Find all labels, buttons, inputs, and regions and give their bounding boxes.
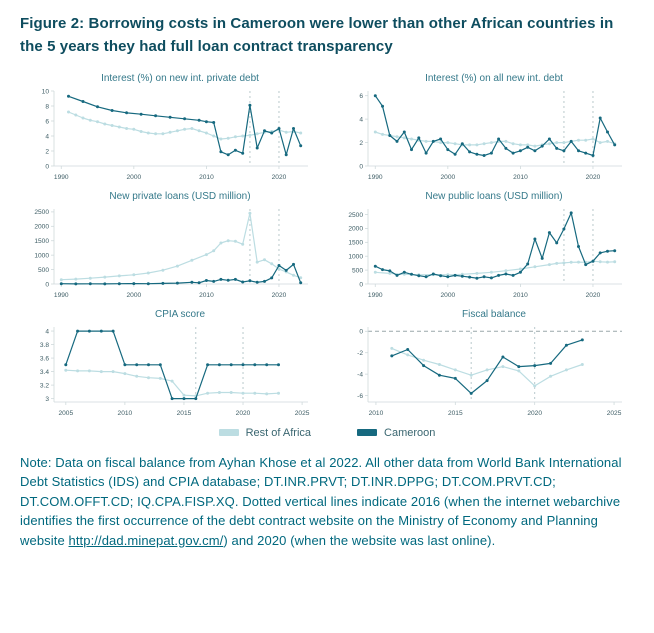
svg-text:2020: 2020 xyxy=(585,291,601,299)
svg-text:2020: 2020 xyxy=(527,409,543,417)
svg-text:4: 4 xyxy=(45,327,49,335)
legend-item xyxy=(219,427,311,439)
svg-text:500: 500 xyxy=(351,266,363,274)
svg-text:2025: 2025 xyxy=(606,409,622,417)
svg-text:1500: 1500 xyxy=(348,239,363,247)
svg-text:2020: 2020 xyxy=(271,173,287,181)
svg-text:1500: 1500 xyxy=(34,237,49,245)
legend-swatch-cameroon xyxy=(357,429,377,436)
figure-title: Figure 2: Borrowing costs in Cameroon were lower than other African countries in the 5 years they had full loan contract transparency xyxy=(20,15,614,56)
svg-text:1990: 1990 xyxy=(53,173,69,181)
svg-text:8: 8 xyxy=(45,102,49,110)
svg-text:2010: 2010 xyxy=(368,409,384,417)
svg-text:0: 0 xyxy=(359,280,363,288)
chart-title: CPIA score xyxy=(154,308,206,320)
chart-title: Interest (%) on all new int. debt xyxy=(425,72,563,84)
chart-title: Interest (%) on new int. private debt xyxy=(101,72,259,84)
chart-panel-interest-all xyxy=(334,73,634,181)
chart-panel-cpia xyxy=(20,309,320,417)
svg-text:2020: 2020 xyxy=(235,409,251,417)
svg-text:500: 500 xyxy=(37,266,49,274)
note-segment: ) and 2020 (when the website was last online). xyxy=(223,532,496,548)
svg-text:3.6: 3.6 xyxy=(39,354,49,362)
chart-panel-public-loans xyxy=(334,191,634,299)
note-text xyxy=(20,453,634,551)
svg-text:3.4: 3.4 xyxy=(39,368,49,376)
svg-text:-4: -4 xyxy=(357,370,363,378)
svg-text:2000: 2000 xyxy=(440,291,456,299)
chart-panel-interest-private xyxy=(20,73,320,181)
svg-text:2000: 2000 xyxy=(126,173,142,181)
svg-text:1000: 1000 xyxy=(348,253,363,261)
svg-text:2015: 2015 xyxy=(176,409,192,417)
svg-text:6: 6 xyxy=(45,117,49,125)
note-link[interactable]: Ayhan Khose et al 2022 xyxy=(218,454,359,470)
legend-label: Cameroon xyxy=(384,426,436,439)
svg-text:2025: 2025 xyxy=(294,409,310,417)
svg-text:2010: 2010 xyxy=(513,173,528,181)
svg-text:1000: 1000 xyxy=(34,251,49,259)
note-segment: . All other data from World Bank International Debt Statistics (IDS) and CPIA database; DT.INR.PRVT; DT.INR.DPPG; DT.COM.PRVT.CD; DT.COM.OFFT.CD; IQ.CPA.FISP.XQ. Dotted vertical lines indicate 2016 (when the internet webarchive identifies the first occurrence of the debt contract website on the Ministry of Economy and Planning website xyxy=(20,454,622,548)
chart-canvas-cpia xyxy=(20,321,318,417)
note-segment: Note: Data on fiscal balance from xyxy=(20,454,219,470)
svg-text:0: 0 xyxy=(45,162,49,170)
svg-text:4: 4 xyxy=(45,132,49,140)
svg-text:2000: 2000 xyxy=(126,291,142,299)
svg-text:4: 4 xyxy=(359,115,363,123)
chart-title: New public loans (USD million) xyxy=(425,190,563,202)
svg-text:2020: 2020 xyxy=(585,173,601,181)
svg-text:6: 6 xyxy=(359,92,363,100)
chart-panel-private-loans xyxy=(20,191,320,299)
svg-text:2500: 2500 xyxy=(348,211,363,219)
svg-text:2000: 2000 xyxy=(440,173,456,181)
chart-canvas-fiscal-balance xyxy=(334,321,632,417)
svg-text:2015: 2015 xyxy=(447,409,463,417)
legend-label: Rest of Africa xyxy=(245,426,312,439)
svg-text:2000: 2000 xyxy=(348,225,363,233)
svg-text:0: 0 xyxy=(359,162,363,170)
svg-text:0: 0 xyxy=(45,280,49,288)
chart-title: Fiscal balance xyxy=(462,308,526,320)
svg-text:3.2: 3.2 xyxy=(39,381,49,389)
chart-canvas-interest-private xyxy=(20,85,318,181)
svg-text:1990: 1990 xyxy=(367,173,383,181)
svg-text:2: 2 xyxy=(45,147,49,155)
legend-swatch-rest-of-africa xyxy=(219,429,239,436)
chart-title: New private loans (USD million) xyxy=(109,190,251,202)
svg-text:2020: 2020 xyxy=(271,291,287,299)
svg-text:2010: 2010 xyxy=(199,173,214,181)
note-link[interactable]: http://dad.minepat.gov.cm/ xyxy=(68,532,224,548)
legend xyxy=(20,427,634,439)
svg-text:3.8: 3.8 xyxy=(39,341,49,349)
svg-text:2: 2 xyxy=(359,139,363,147)
svg-text:-6: -6 xyxy=(357,392,363,400)
svg-text:0: 0 xyxy=(359,328,363,336)
chart-canvas-interest-all xyxy=(334,85,632,181)
svg-text:10: 10 xyxy=(41,87,49,95)
charts-grid xyxy=(20,73,634,417)
svg-text:-2: -2 xyxy=(357,349,363,357)
chart-canvas-public-loans xyxy=(334,203,632,299)
chart-canvas-private-loans xyxy=(20,203,318,299)
svg-text:1990: 1990 xyxy=(367,291,383,299)
svg-text:2005: 2005 xyxy=(58,409,74,417)
svg-text:2010: 2010 xyxy=(199,291,214,299)
legend-item xyxy=(357,427,435,439)
svg-text:2010: 2010 xyxy=(513,291,528,299)
svg-text:2000: 2000 xyxy=(34,223,49,231)
svg-text:2010: 2010 xyxy=(117,409,133,417)
chart-panel-fiscal-balance xyxy=(334,309,634,417)
svg-text:1990: 1990 xyxy=(53,291,69,299)
svg-text:3: 3 xyxy=(45,395,49,403)
svg-text:2500: 2500 xyxy=(34,208,49,216)
